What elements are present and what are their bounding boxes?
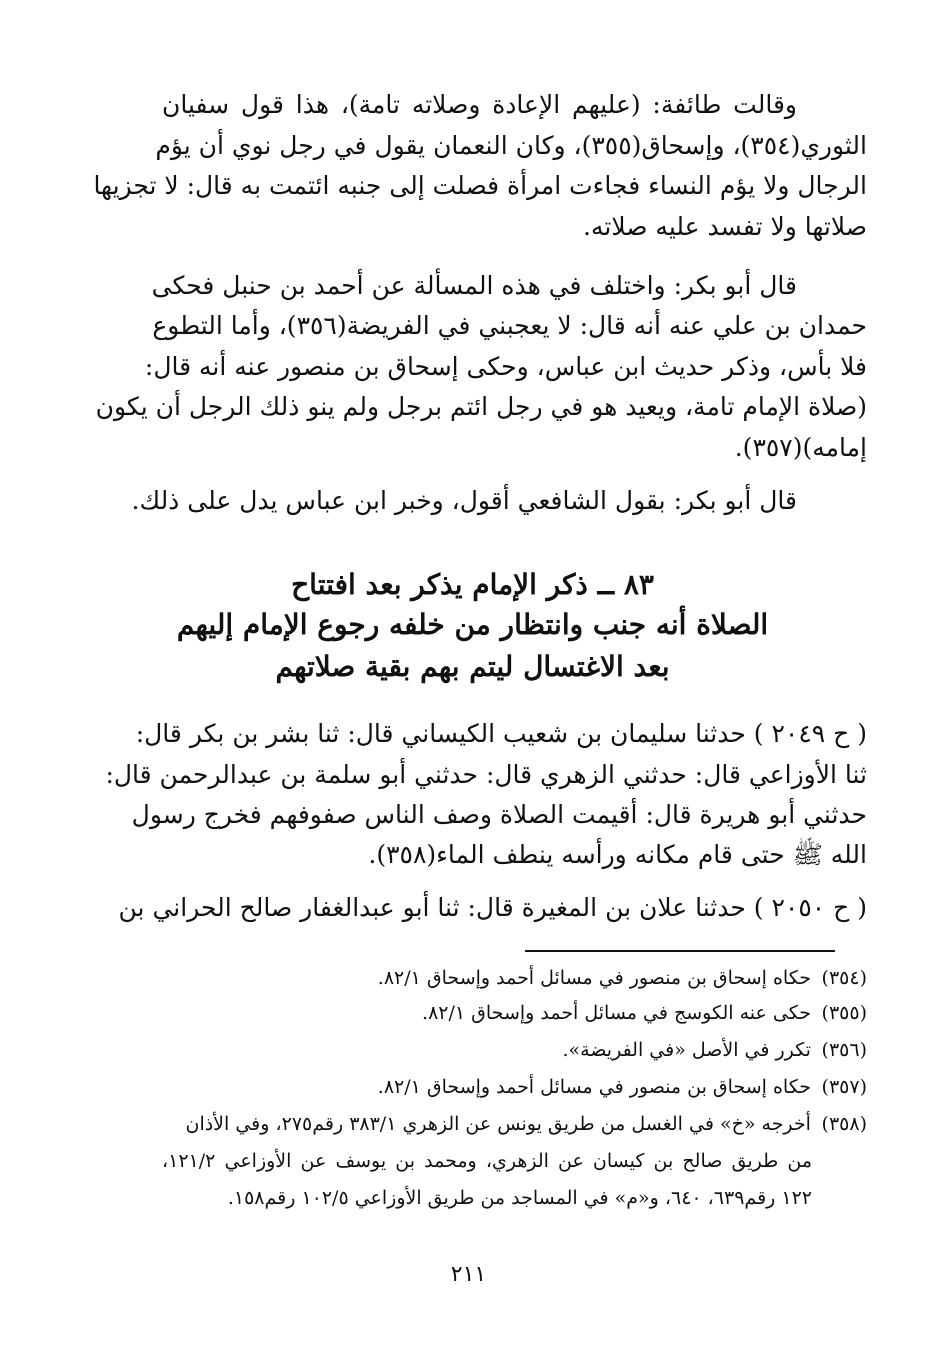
paragraph-2-line-5: إمامه)(٣٥٧). [734,433,867,462]
section-heading-line-3: بعد الاغتسال ليتم بهم بقية صلاتهم [275,650,670,683]
footnote-number: (٣٥٥) [821,1002,867,1024]
paragraph-1-line-1: وقالت طائفة: (عليهم الإعادة وصلاته تامة)، هذا قول سفيان [162,90,797,119]
hadith-2049-line-4: الله ﷺ حتى قام مكانه ورأسه ينطف الماء(٣٥٨). [368,840,867,869]
footnote-358-line-3: ١٢٢ رقم٦٣٩، ٦٤٠، و«م» في المساجد من طريق الأوزاعي ١٠٢/٥ رقم١٥٨. [227,1187,812,1209]
footnote-number: (٣٥٨) [821,1113,867,1135]
section-heading-line-2: الصلاة أنه جنب وانتظار من خلفه رجوع الإمام إليهم [176,608,769,641]
footnote-number: (٣٥٧) [821,1076,867,1098]
footnote-text: حكى عنه الكوسج في مسائل أحمد وإسحاق ٨٢/١. [422,1002,811,1024]
hadith-2049-line-2: ثنا الأوزاعي قال: حدثني الزهري قال: حدثني أبو سلمة بن عبدالرحمن قال: [105,760,867,789]
footnote-number: (٣٥٤) [821,967,867,989]
paragraph-2-line-2: حمدان بن علي عنه أنه قال: لا يعجبني في الفريضة(٣٥٦)، وأما التطوع [152,311,867,340]
footnote-358 [162,1109,867,1139]
footnote-divider [525,950,835,952]
footnote-358-line-2: من طريق صالح بن كيسان عن الزهري، ومحمد بن يوسف عن الأوزاعي ١٢١/٢، [162,1150,812,1172]
hadith-2049-line-1: ( ح ٢٠٤٩ ) حدثنا سليمان بن شعيب الكيساني قال: ثنا بشر بن بكر قال: [135,719,867,748]
hadith-2049-line-3: حدثني أبو هريرة قال: أقيمت الصلاة وصف الناس صفوفهم فخرج رسول [131,800,867,829]
paragraph-1-line-2: الثوري(٣٥٤)، وإسحاق(٣٥٥)، وكان النعمان يقول في رجل نوي أن يؤم [155,131,867,160]
footnote-text: تكرر في الأصل «في الفريضة». [562,1039,811,1061]
paragraph-2-line-3: فلا بأس، وذكر حديث ابن عباس، وحكى إسحاق بن منصور عنه أنه قال: [144,352,867,381]
paragraph-1-line-4: صلاتها ولا تفسد عليه صلاته. [583,212,867,241]
footnote-356 [162,1035,867,1065]
paragraph-3-line-1: قال أبو بكر: بقول الشافعي أقول، وخبر ابن عباس يدل على ذلك. [131,486,797,515]
paragraph-1-line-3: الرجال ولا يؤم النساء فجاءت امرأة فصلت إلى جنبه ائتمت به قال: لا تجزيها [93,171,867,200]
footnote-number: (٣٥٦) [821,1039,867,1061]
footnote-text: حكاه إسحاق بن منصور في مسائل أحمد وإسحاق ٨٢/١. [377,1076,811,1098]
paragraph-2-line-4: (صلاة الإمام تامة، ويعيد هو في رجل ائتم برجل ولم ينو ذلك الرجل أن يكون [95,392,867,421]
footnote-357 [162,1072,867,1102]
footnote-355 [162,998,867,1028]
footnote-text: أخرجه «خ» في الغسل من طريق يونس عن الزهري ٣٨٣/١ رقم٢٧٥، وفي الأذان [185,1113,811,1135]
page-number: ٢١١ [450,1262,487,1287]
footnote-354 [162,963,867,993]
hadith-2050-line-1: ( ح ٢٠٥٠ ) حدثنا علان بن المغيرة قال: ثنا أبو عبدالغفار صالح الحراني بن [118,893,867,922]
footnote-text: حكاه إسحاق بن منصور في مسائل أحمد وإسحاق ٨٢/١. [377,967,811,989]
paragraph-2-line-1: قال أبو بكر: واختلف في هذه المسألة عن أحمد بن حنبل فحكى [151,271,797,300]
section-heading-line-1: ٨٣ ــ ذكر الإمام يذكر بعد افتتاح [291,568,654,601]
